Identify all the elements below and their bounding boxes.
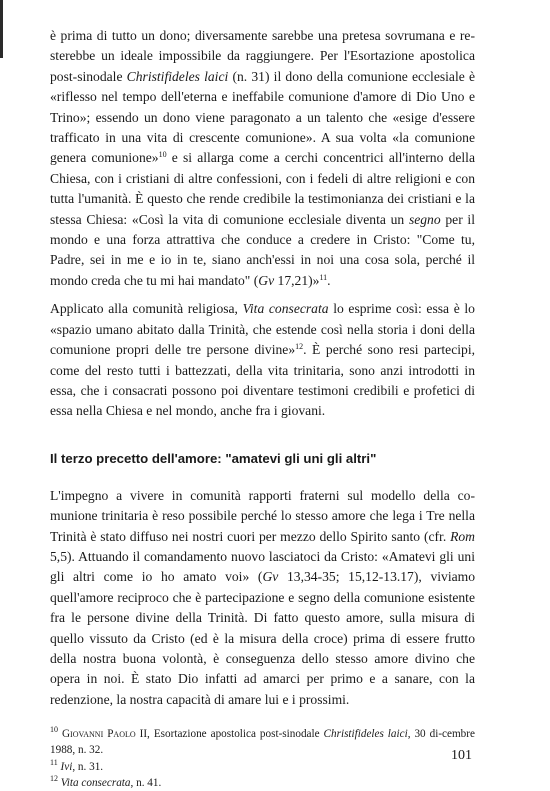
text-run: per il mondo e una forza attrattiva che conduce a credere in Cristo: "Come tu, Padre, sei in me e io in te, siano anch'essi in noi una cosa sola, perché il mondo creda che tu mi hai mandato" ( xyxy=(50,211,475,288)
text-run: lo esprime così: essa è lo «spazio umano abitato dalla Trinità, che estende così nella storia i doni della comunione propri delle tre persone divine» xyxy=(50,301,475,358)
footnote-ref: 10 xyxy=(50,725,58,735)
text-run: 5,5). Attuando il comandamento nuovo lasciatoci da Cristo: «Amatevi gli uni gli altri come io ho amato voi» ( xyxy=(50,548,475,585)
paragraph-3 xyxy=(50,486,475,710)
footnote-11 xyxy=(50,759,475,775)
text-run: (n. 31) il dono della comunione ecclesiale è «riflesso nel tempo dell'eterna e ineffabile comunione d'amore di Dio Uno e Trino»; essendo un dono viene paragonato a un talento che «esige d'essere trafficato in una vita di crescente comunione». A sua volta «la comunione genera comunione» xyxy=(50,68,475,166)
book-page xyxy=(50,26,475,791)
italic-text: Christifideles laici xyxy=(126,68,229,84)
paragraph-1 xyxy=(50,26,475,291)
italic-text: Christifideles laici xyxy=(323,728,408,741)
paragraph-2 xyxy=(50,299,475,421)
author-name: Giovanni Paolo xyxy=(61,728,136,741)
page-number: 101 xyxy=(451,748,472,763)
italic-text: segno xyxy=(408,211,441,227)
footnote-ref: 11 xyxy=(50,757,58,767)
text-run: Applicato alla comunità religiosa, xyxy=(50,301,243,317)
footnotes xyxy=(50,722,475,791)
footnote-ref: 12 xyxy=(50,773,58,783)
text-run: e si allarga come a cerchi concentrici all'interno della Chiesa, con i cristiani di altre confessioni, con i fedeli di altre religioni e con tutta l'umanità. È questo che rende credibile la testimonianza dei cristiani e la stessa Chiesa: «Così la vita di comunione ecclesiale diventa un xyxy=(50,150,475,227)
italic-text: Vita consecrata xyxy=(60,776,131,789)
page-edge-mark xyxy=(0,0,3,58)
text-run: , n. 31. xyxy=(72,760,104,773)
italic-text: Vita consecrata xyxy=(242,301,329,317)
text-run: 17,21)» xyxy=(274,272,320,288)
text-run: , 30 di-cembre 1988, n. 32. xyxy=(50,728,475,757)
text-run: II, Esortazione apostolica post-sinodale xyxy=(135,728,324,741)
footnote-12 xyxy=(50,775,475,791)
text-run: L'impegno a vivere in comunità rapporti fraterni sul modello della co-munione trinitaria è reso possibile perché lo stesso amore che lega i Tre nella Trinità è stato diffuso nei nostri cuori per mezzo dello Spirito santo (cfr. xyxy=(50,487,475,544)
section-heading: Il terzo precetto dell'amore: "amatevi gli uni gli altri" xyxy=(50,450,377,466)
text-run: è prima di tutto un dono; diversamente sarebbe una pretesa sovrumana e re-sterebbe un ideale impossibile da raggiungere. Per l'Esortazione apostolica post-sinodale xyxy=(50,28,475,84)
text-run: . È perché sono resi partecipi, come del resto tutti i battezzati, della vita trinitaria, sono anzi introdotti in essa, che i consacrati possono poi diventare testimoni credibili e profetici di essa nella Chiesa e nel mondo, anche fra i giovani. xyxy=(50,342,475,419)
footnote-ref: 12 xyxy=(295,342,304,352)
italic-text: Ivi xyxy=(60,760,73,773)
text-run: , n. 41. xyxy=(130,776,162,789)
italic-text: Gv xyxy=(262,569,279,585)
text-run: 13,34-35; 15,12-13.17), viviamo quell'amore reciproco che è partecipazione e segno della comunione esistente fra le persone divine della Trinità. Di fatto questo amore, sulla misura di quello vissuto da Cristo (ed è la misura della croce) prima di essere frutto della nostra buona volontà, è conseguenza dello stesso amore divino che opera in noi. È stato Dio infatti ad amarci per primo e a sanare, con la redenzione, la nostra capacità di amare lui e i prossimi. xyxy=(50,569,476,707)
footnote-ref: 11 xyxy=(319,272,328,282)
italic-text: Gv xyxy=(258,272,275,288)
footnote-ref: 10 xyxy=(158,150,167,160)
text-run: . xyxy=(327,272,331,288)
italic-text: Rom xyxy=(450,528,475,544)
footnote-10 xyxy=(50,722,475,758)
